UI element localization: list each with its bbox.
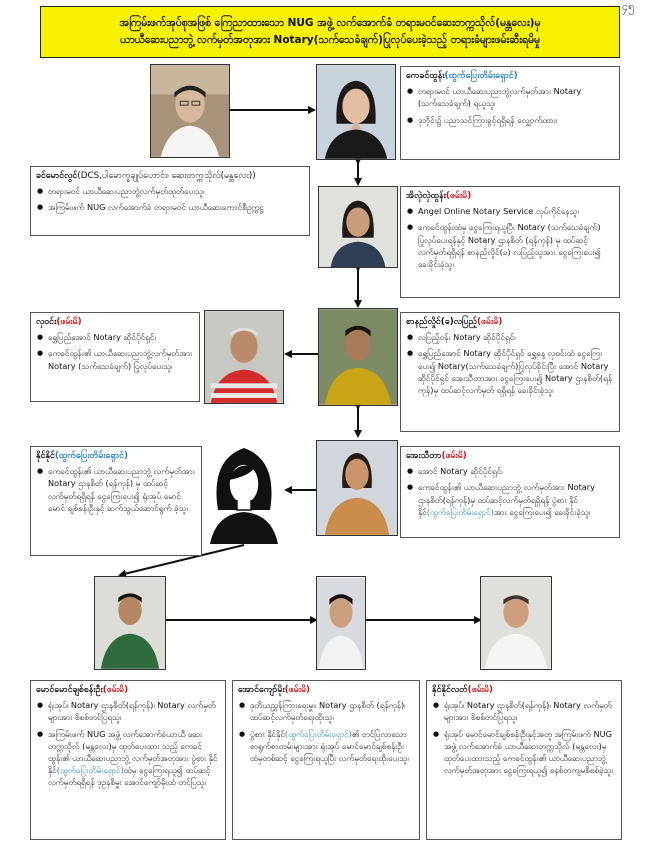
photo-p5 bbox=[318, 308, 398, 406]
p8-status: (ဖမ်းမိ) bbox=[102, 685, 129, 695]
p4-name: လှဝင်း bbox=[36, 317, 57, 327]
p4-bullet: ● ကေခင်ထွန်း၏ ယာယီဆေးပညာဘွဲ့လက်မှတ်အား Notary (သက်သေခံချက်) ပြုလုပ်ပေးသူ၊ bbox=[48, 347, 194, 371]
info-p1 bbox=[30, 166, 310, 236]
p7-bullet bbox=[418, 481, 614, 518]
p6-name: နိုင်နိုင် bbox=[36, 451, 55, 461]
p9-bullet2-status: (ထွက်ပြေးတိမ်းရှောင်) bbox=[284, 728, 352, 739]
photo-p10 bbox=[480, 576, 552, 670]
title-line-1: အကြမ်းဖက်အုပ်စုအဖြစ် ကြေညာထားသော NUG အဖွဲ့ လက်အောက်ခံ တရားမဝင်ဆေးတက္ကသိုလ်(မန္တလေး)မှ bbox=[119, 17, 541, 29]
p10-status: (ဖမ်းမိ) bbox=[467, 685, 494, 695]
p2-bullet: ● ဒုဘိုင်း၌ ပညာသင်ကြားခွင့်ရရှိရန် လျှောက်ထား၊ bbox=[418, 114, 614, 126]
photo-p7 bbox=[316, 440, 398, 536]
p9-bullet bbox=[250, 728, 414, 765]
p8-bullet bbox=[48, 728, 220, 789]
p10-name: နိုင်နိုင်လတ် bbox=[432, 685, 468, 695]
info-p8 bbox=[30, 680, 226, 840]
p4-status: (ဖမ်းမိ) bbox=[56, 317, 82, 327]
p1-name: ခင်မောင်လွင် bbox=[36, 171, 78, 181]
p6-bullet: ● ကေခင်ထွန်း၏ ယာယီဆေးပညာဘွဲ့ လက်မှတ်အား Notary ဌာနစိတ် (ရန်ကုန်) မှ ထပ်ဆင့်လက်မှတ်ရရှိရန် ငွေကြေးပေး၍ ရုံးအုပ် မောင်မောင် ချစ်စန်းဦးနှင့် ဆက်သွယ်ဆောင်ရွက် ခဲ့သူ၊ bbox=[48, 465, 196, 514]
info-p7 bbox=[400, 446, 620, 538]
p8-bullet2-text-a: အကြမ်းဖက် NUG အဖွဲ့ လက်အောက်ခံယာယီ ဆေးတက္ကသိုလ် (မန္တလေး)မှ ထုတ်ပေးထား သည့် ကေခင်ထွန်း၏ ယာယီဆေးပညာဘွဲ့ လက်မှတ်အတုအား ပွဲစား နိုင်နိုင် bbox=[48, 728, 218, 776]
p5-bullet: ● လပြည့်ဝန်း Notary ဆိုင်ပိုင်ရှင်၊ bbox=[418, 331, 614, 343]
info-p2 bbox=[400, 66, 620, 160]
p4-bullet: ● ရွှေပြည်အောင် Notary ဆိုင်ပိုင်ရှင်၊ bbox=[48, 331, 194, 343]
info-p5 bbox=[400, 312, 620, 432]
p7-bullet2-status: (ထွက်ပြေးတိမ်းရှောင်) bbox=[426, 506, 494, 517]
p2-status: (ထွက်ပြေးတိမ်းရှောင်) bbox=[444, 71, 518, 81]
p5-name: စာနည်လှိုင်(ခ)လပြည့် bbox=[406, 317, 477, 327]
p3-name: အိလှဲလှဲထွန်း bbox=[406, 191, 446, 201]
photo-p3 bbox=[318, 186, 398, 268]
p7-name: အေးသီတာ bbox=[406, 451, 442, 461]
photo-p8 bbox=[94, 576, 166, 670]
info-p10 bbox=[426, 680, 622, 840]
info-p6 bbox=[30, 446, 202, 556]
p8-bullet: ● ရုံးအုပ်၊ Notary ဌာနစိတ်(ရန်ကုန်)၊ Notary လက်မှတ်များအား စိစစ်တင်ပြရသူ၊ bbox=[48, 699, 220, 723]
p8-bullet2-text-b: ထံမှ ငွေကြေးရယူ၍ ထပ်ဆင့်လက်မှတ်ရရှိရန် ဒုဥနစိမှူး အောင်ကျော်မိုးထံ တင်ပြသူ၊ bbox=[48, 765, 211, 788]
p8-name: မောင်မောင်ချစ်စန်းဦး bbox=[36, 685, 103, 695]
p5-status: (ဖမ်းမိ) bbox=[477, 317, 503, 327]
p6-status: (ထွက်ပြေးတိမ်းရှောင်) bbox=[54, 451, 129, 461]
p3-bullet: ● ကေခင်ထွန်းထံမှ ငွေကြေးရယူပြီး Notary (သက်သေခံချက်) ပြုလုပ်ပေးရန်နှင့် Notary ဌာနစိတ် (ရန်ကုန်) မှ ထပ်ဆင့်လက်မှတ်ရရှိရန် စာနည်လှိုင်(ခ) လပြည့်သူအား ငွေကြေးပေး၍ ခေးခိုင်းခဲ့သူ၊ bbox=[418, 221, 614, 270]
p9-name: အောင်ကျော်မိုး bbox=[238, 685, 285, 695]
p2-name: ကေခင်ထွန်း bbox=[406, 71, 445, 81]
info-p9 bbox=[232, 680, 420, 840]
p1-note: (DCS,ပါမောက္ခချုပ်ဟောင်း၊ ဆေးတက္ကသိုလ်(မန္တလေး)) bbox=[77, 171, 256, 181]
photo-p4 bbox=[204, 310, 284, 404]
p3-status: (ဖမ်းမိ) bbox=[445, 191, 472, 201]
info-p4 bbox=[30, 312, 200, 402]
p1-bullet: ● အကြမ်းဖက် NUG လက်အောက်ခံ တရားမဝင် ယာယီဆေးကောင်စီဥက္ကဋ္ဌ bbox=[48, 201, 304, 213]
photo-p1 bbox=[150, 64, 230, 158]
p7-bullet: ● အောင် Notary ဆိုင်ပိုင်ရှင်၊ bbox=[418, 465, 614, 477]
p8-bullet2-status: (ထွက်ပြေးတိမ်းရှောင်) bbox=[56, 765, 124, 776]
p9-bullet2-text-b: ၏ တင်ပြလာသော စာရွက်စာတမ်းများအား ရုံးအုပ် မောင်မောင်ချစ်စန်းဦးထံမှတစ်ဆင့် ငွေကြေးရယူပြီး လက်မှတ်ရေးထိုးပေးသူ၊ bbox=[250, 728, 409, 764]
p5-bullet: ● ရွှေပြည်အောင် Notary ဆိုင်ပိုင်ရှင် ရွှေနေ့ လှဝင်းထံ ငွေကြေးပေး၍ Notary(သက်သေခံချက်)ပြုလုပ်ခိုင်းပြီး အောင် Notary ဆိုင်ပိုင်ရှင် အေးသီတာအား ငွေကြေးပေး၍ Notary ဌာနစိတ်(ရန်ကုန်)မှ ထပ်ဆင့်လက်မှတ် ရရှိရန် ခေးခိုင်းခဲ့သူ၊ bbox=[418, 347, 614, 396]
p2-bullet: ● တရားမဝင် ယာယီဆေးပညာဘွဲ့လက်မှတ်အား Notary (သက်သေခံချက်) ရယူသူ၊ bbox=[418, 85, 614, 109]
p9-bullet2-text-a: ပွဲစား နိုင်နိုင် bbox=[250, 728, 285, 739]
p7-status: (ဖမ်းမိ) bbox=[441, 451, 467, 461]
p9-status: (ဖမ်းမိ) bbox=[284, 685, 311, 695]
photo-p2 bbox=[316, 64, 396, 160]
p7-bullet2-text-b: အား ငွေကြေးပေး၍ ခေးခိုင်းခဲ့သူ၊ bbox=[493, 506, 591, 517]
p10-bullet: ● ရုံးအုပ် မောင်မောင်ချစ်စန်းဦးနှင့်အတူ အကြမ်းဖက် NUG အဖွဲ့ လက်အောက်ခံ ယာယီဆေးတက္ကသိုလ် (မန္တလေး)မှ ထုတ်ပေးထားသည့် ကေခင်ထွန်း၏ ယာယီဆေးပညာဘွဲ့လက်မှတ်အတုအား ငွေကြေးရယူ၍ စနစ်တကျမစိစစ်ခဲ့သူ၊ bbox=[444, 728, 616, 777]
title-line-2: ယာယီဆေးပညာဘွဲ့ လက်မှတ်အတုအား Notary(သက်သေခံချက်)ပြုလုပ်ပေးခဲ့သည့် တရားခံများဖမ်းဆီးရမိမှု bbox=[120, 34, 540, 46]
photo-p9 bbox=[316, 576, 366, 670]
p9-bullet: ● ဒုတိယညွှန်ကြားရေးမှူး၊ Notary ဌာနစိတ် (ရန်ကုန်)၊ ထပ်ဆင့်လက်မှတ်ရေးထိုးသူ၊ bbox=[250, 699, 414, 723]
info-p3 bbox=[400, 186, 620, 298]
p3-bullet: ● Angel Online Notary Service လုပ်ကိုင်နေသူ၊ bbox=[418, 205, 614, 217]
p7-bullet2-text-a: ကေခင်ထွန်း၏ ယာယီဆေးပညာဘွဲ့ လက်မှတ်အား Notary ဌာနစိတ်(ရန်ကုန်)မှ ထပ်ဆင့်လက်မှတ်ရရှိရန် ပွဲစား နိုင်နိုင် bbox=[418, 482, 596, 517]
p1-bullet: ● တရားမဝင် ယာယီဆေးပညာဘွဲ့လက်မှတ်ထုတ်ပေးသူ၊ bbox=[48, 185, 304, 197]
p10-bullet: ● ရုံးအုပ်၊ Notary ဌာနစိတ်(ရန်ကုန်)၊ Notary လက်မှတ်များအား စိစစ်တင်ပြရသူ၊ bbox=[444, 699, 616, 723]
page-number: ၄၅ bbox=[622, 0, 635, 13]
silhouette-p6 bbox=[204, 440, 284, 544]
